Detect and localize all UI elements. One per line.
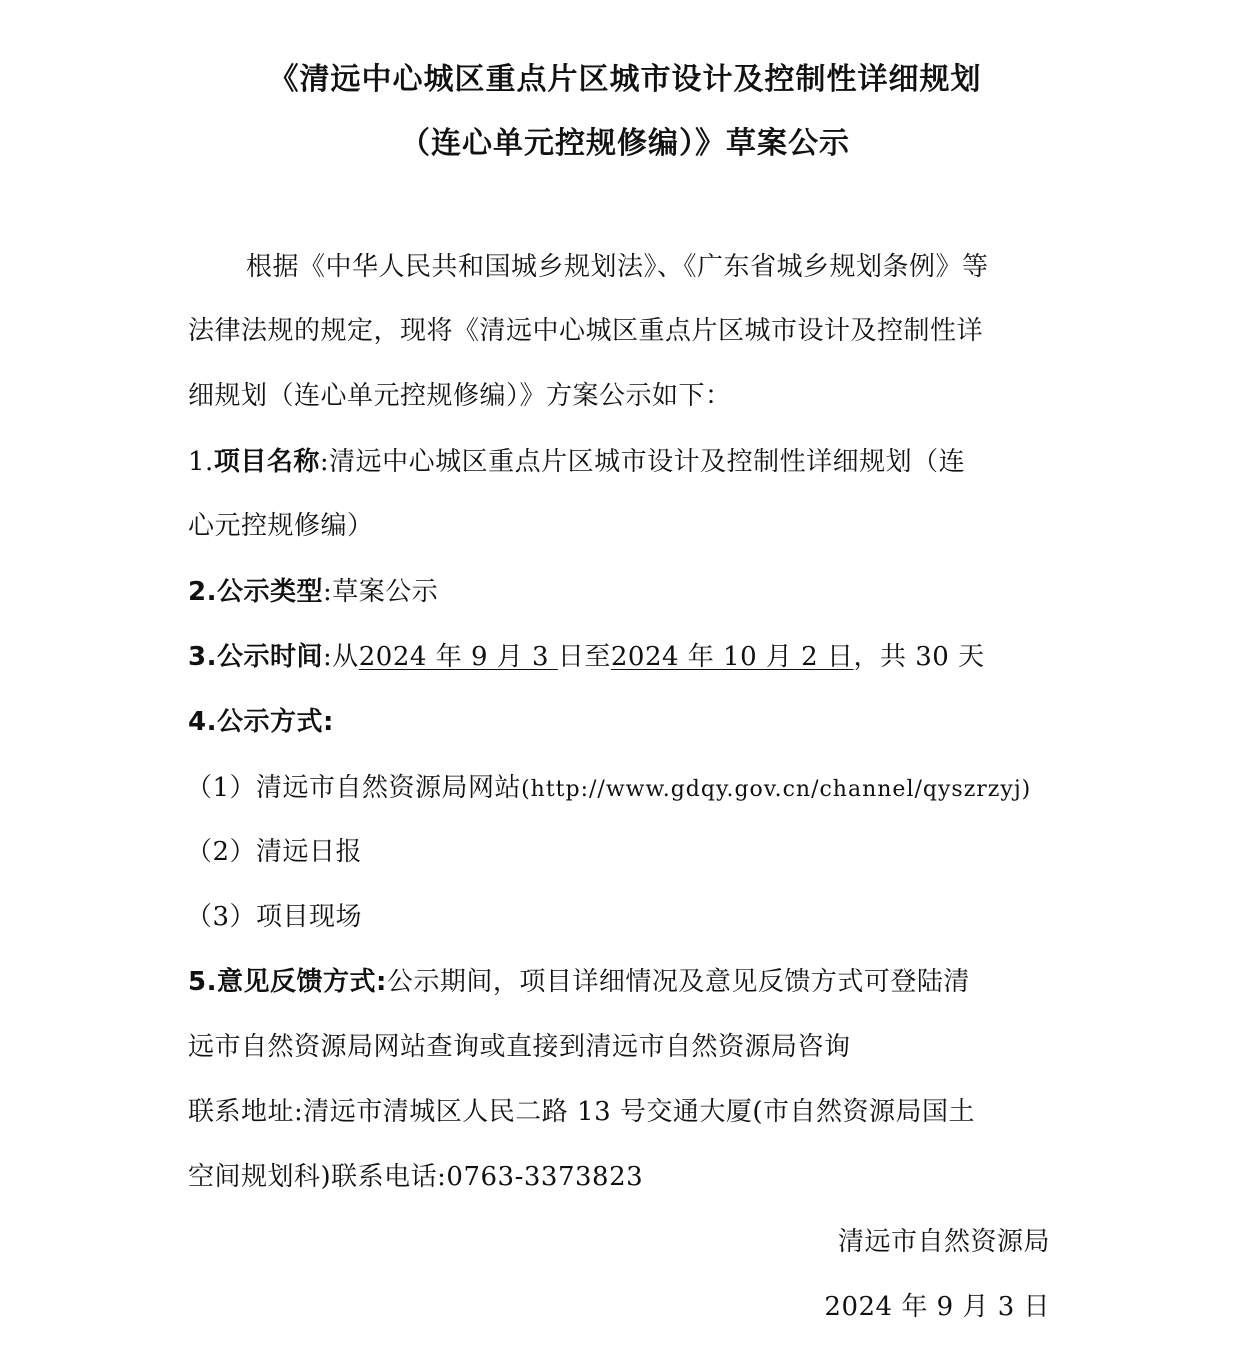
page-title-line-1: 《清远中心城区重点片区城市设计及控制性详细规划: [268, 62, 982, 97]
method-name: 项目现场: [256, 902, 363, 932]
intro-paragraph-line-2: 法律法规的规定，现将《清远中心城区重点片区城市设计及控制性详: [188, 316, 984, 346]
start-date: 2024 年 9 月 3: [358, 642, 558, 672]
end-date: 2024 年 10 月 2 日: [610, 642, 854, 672]
period-to-text: 日至: [557, 642, 611, 672]
page-title-line-2: （连心单元控规修编）》草案公示: [400, 126, 850, 161]
item-number: 5.: [188, 967, 217, 997]
item-value: 公示期间，项目详细情况及意见反馈方式可登陆清: [386, 967, 970, 997]
method-item-website: [186, 770, 1056, 808]
signature-org: 清远市自然资源局: [837, 1227, 1050, 1257]
item-feedback-continued: 远市自然资源局网站查询或直接到清远市自然资源局咨询: [188, 1032, 851, 1062]
item-number: 2.: [188, 577, 217, 607]
method-prefix: （2）: [186, 837, 257, 867]
item-number: 4.: [188, 707, 217, 737]
period-total-text: ，共 30 天: [853, 642, 985, 672]
item-label: 公示时间: [216, 642, 323, 672]
item-label: 公示类型: [216, 577, 323, 607]
contact-phone-line: 空间规划科)联系电话:0763-3373823: [188, 1162, 644, 1192]
website-url: (http://www.gdqy.gov.cn/channel/qyszrzyj): [521, 777, 1032, 802]
item-value: 草案公示: [332, 577, 439, 607]
method-item-newspaper: [186, 834, 1056, 870]
item-project-name-continued: 心元控规修编）: [188, 511, 374, 541]
period-from-text: 从: [332, 642, 359, 672]
item-notice-period: [188, 639, 1058, 675]
signature-date: 2024 年 9 月 3 日: [824, 1292, 1050, 1322]
intro-paragraph-line-1: 根据《中华人民共和国城乡规划法》、《广东省城乡规划条例》等: [246, 252, 989, 282]
intro-paragraph-line-3: 细规划（连心单元控规修编）》方案公示如下：: [188, 381, 732, 411]
item-value: 清远中心城区重点片区城市设计及控制性详细规划（连: [329, 447, 966, 477]
method-name: 清远市自然资源局网站: [256, 773, 522, 803]
item-feedback: [188, 964, 1058, 1000]
item-number: 1.: [188, 447, 214, 477]
method-item-site: [186, 899, 1056, 935]
method-prefix: （1）: [186, 773, 257, 803]
item-label: 公示方式: [216, 707, 323, 737]
item-notice-type: [188, 574, 1058, 610]
item-colon: :: [322, 577, 333, 607]
item-colon: :: [322, 642, 333, 672]
item-number: 3.: [188, 642, 217, 672]
method-name: 清远日报: [256, 837, 363, 867]
contact-address-line: 联系地址:清远市清城区人民二路 13 号交通大厦(市自然资源局国土: [188, 1097, 976, 1127]
item-project-name: [188, 444, 1058, 480]
item-label: 项目名称: [213, 447, 320, 477]
item-colon: :: [375, 967, 387, 997]
item-colon: :: [319, 447, 330, 477]
method-prefix: （3）: [186, 902, 257, 932]
item-label: 意见反馈方式: [216, 967, 376, 997]
item-notice-methods: [188, 704, 1058, 740]
item-colon: :: [322, 707, 334, 737]
